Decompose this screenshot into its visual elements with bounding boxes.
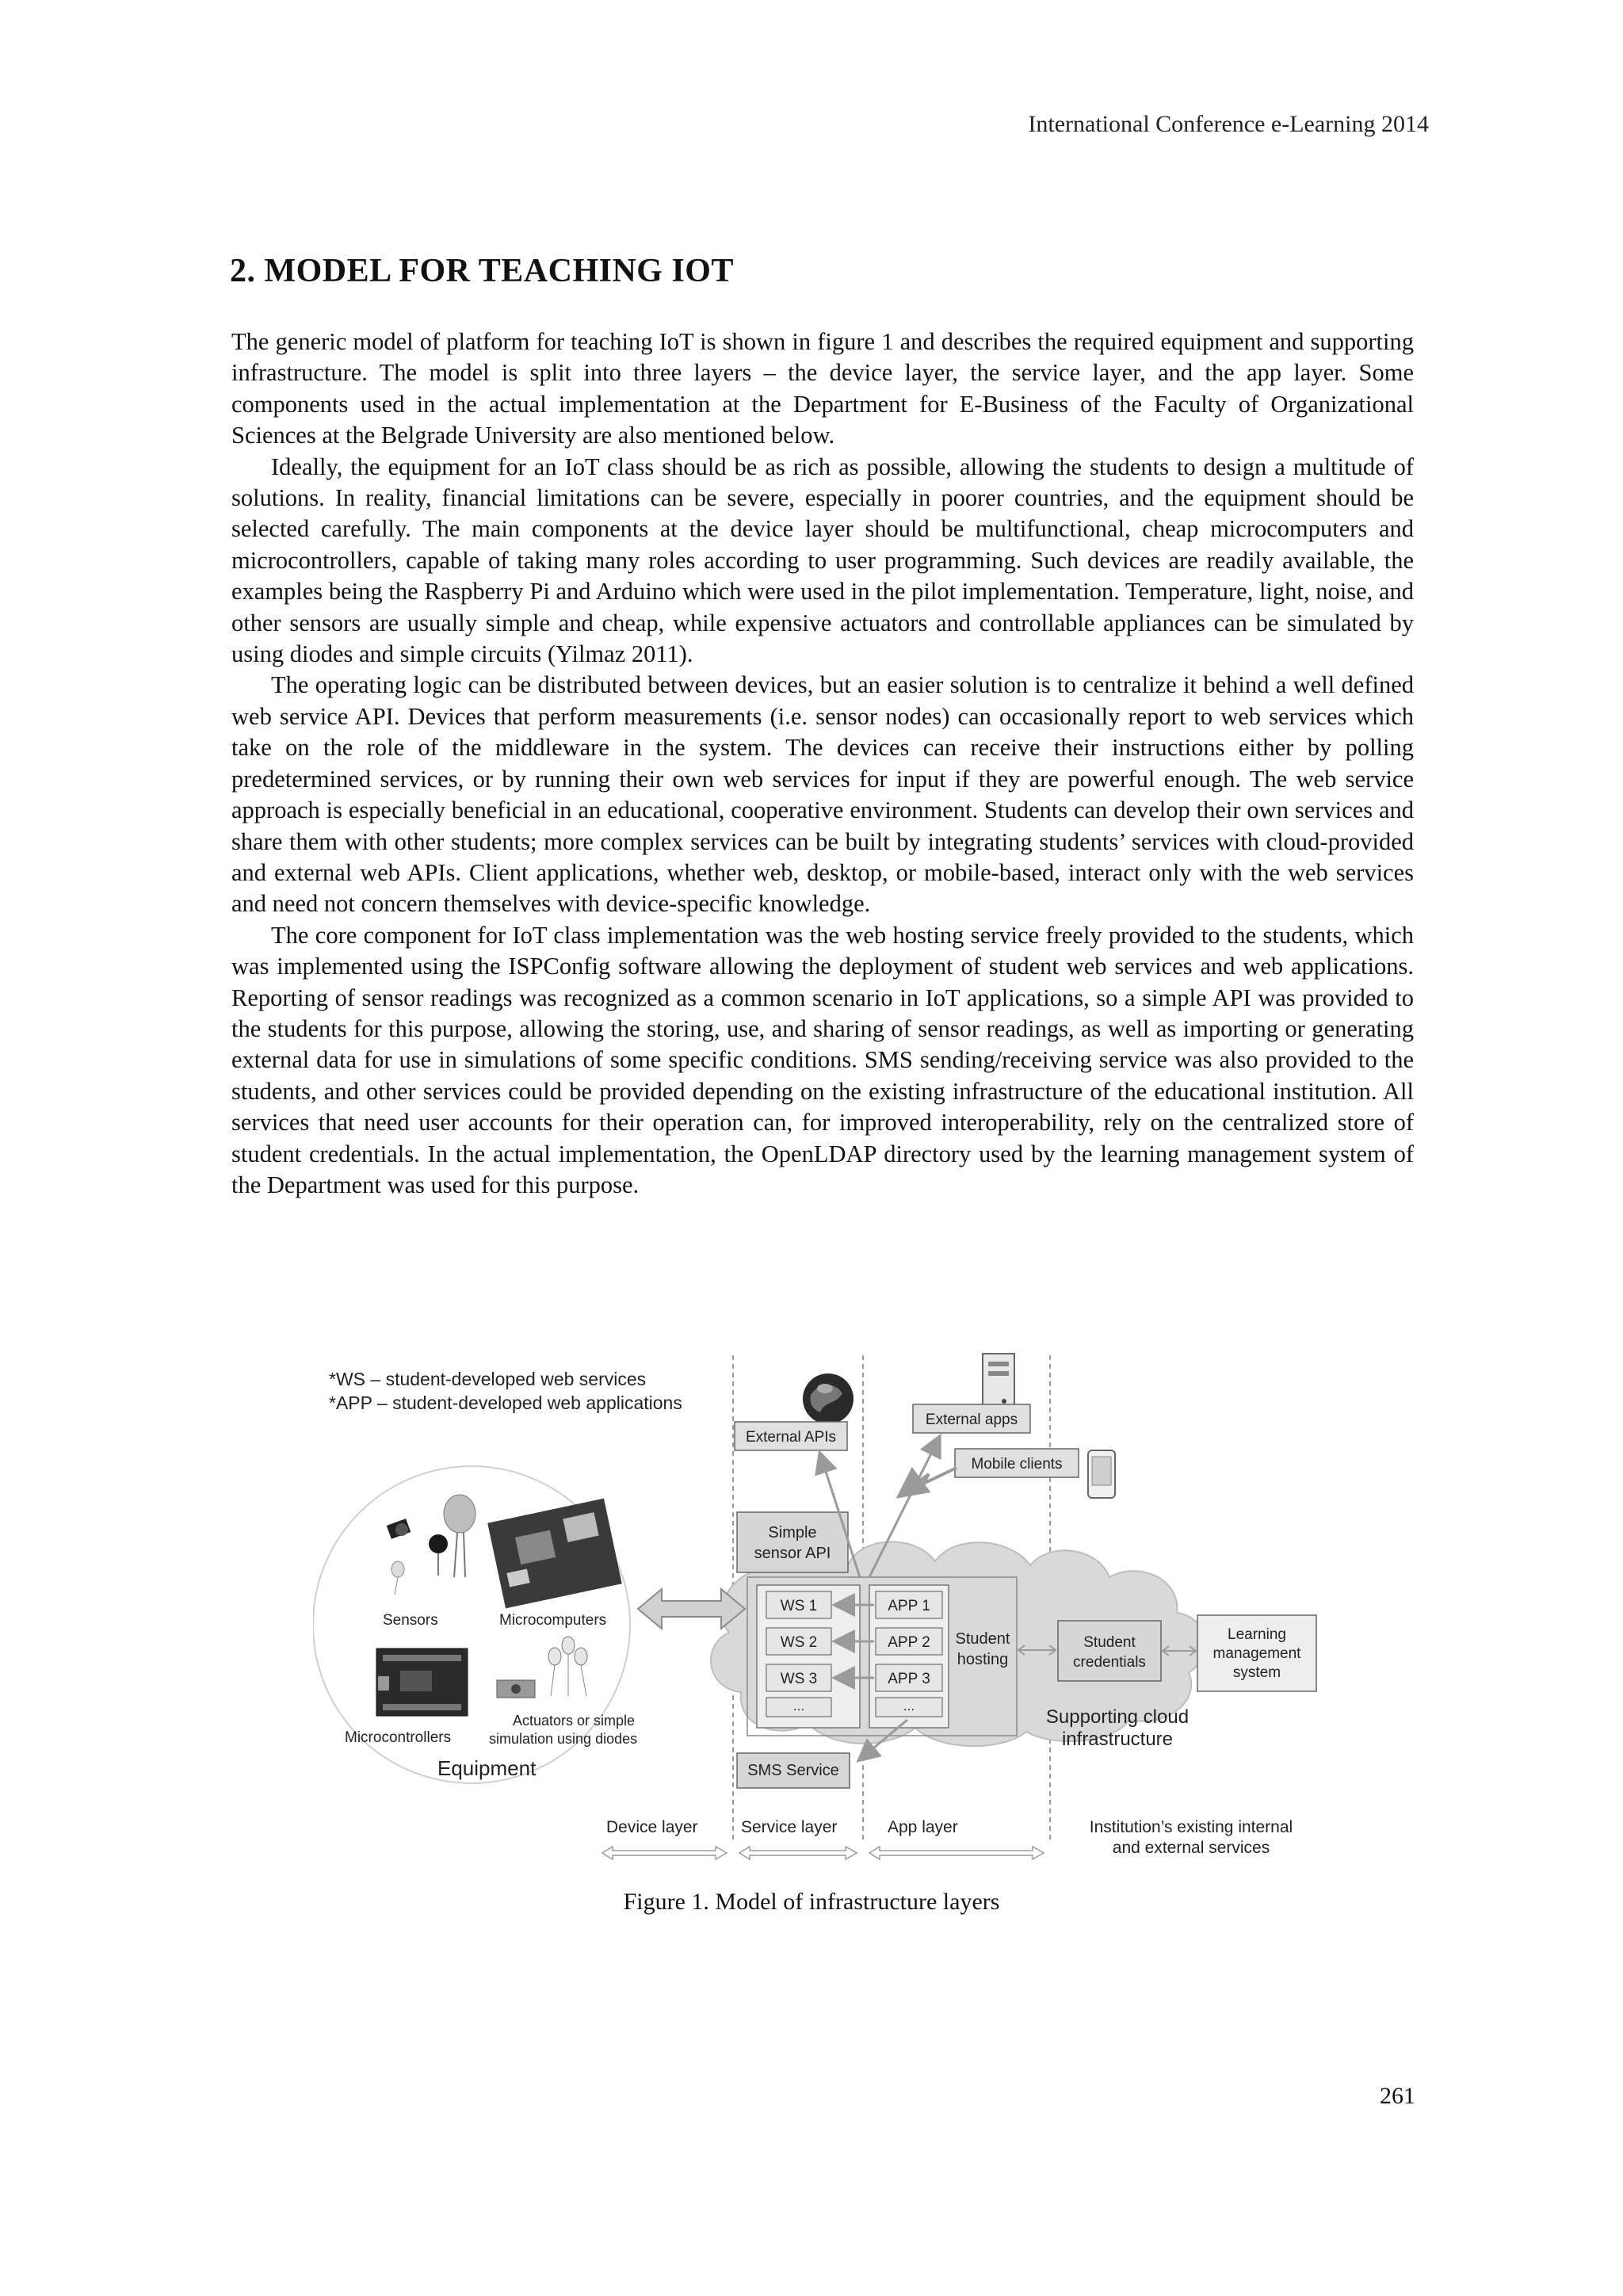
lms-label-1: Learning <box>1228 1626 1286 1643</box>
student-hosting-label-2: hosting <box>957 1651 1009 1668</box>
legend-ws: *WS – student-developed web services <box>329 1369 647 1389</box>
phone-icon <box>1088 1450 1115 1498</box>
app-3-label: APP 3 <box>888 1671 930 1687</box>
legend-app: *APP – student-developed web applications <box>329 1392 682 1413</box>
app-1-label: APP 1 <box>888 1598 930 1614</box>
device-layer-label: Device layer <box>606 1818 698 1836</box>
ws-1-label: WS 1 <box>780 1598 818 1614</box>
mobile-arrow <box>901 1468 957 1495</box>
section-title: 2. MODEL FOR TEACHING IOT <box>230 253 734 289</box>
paragraph: The operating logic can be distributed between devices, but an easier solution is to centralize it behind a well defined web service API. Devices that perform measurements (i.e. sensor nodes) can occasionally report to web services which take on the role of the middleware in the system. The devices can receive their instructions either by polling predetermined services, or by running their own web services for input if they are powerful enough. The web service approach is especially beneficial in an educational, cooperative environment. Students can develop their own services and share them with other students; more complex services can be built by integrating students’ services with cloud-provided and external web APIs. Client applications, whether web, desktop, or mobile-based, interact only with the web services and need not concern themselves with device-specific knowledge. <box>231 671 1414 918</box>
ws-3-label: WS 3 <box>780 1671 818 1687</box>
service-layer-label: Service layer <box>741 1818 838 1836</box>
globe-icon <box>803 1373 854 1424</box>
paragraph: The generic model of platform for teaching IoT is shown in figure 1 and describes the required equipment and supporting infrastructure. The model is split into three layers – the device layer, the service layer, and the app layer. Some components used in the actual implementation at the Department for E-Business of the Faculty of Organizational Sciences at the Belgrade University are also mentioned below. <box>231 328 1414 449</box>
lms-label-3: system <box>1232 1664 1281 1681</box>
actuators-label-2: simulation using diodes <box>489 1731 638 1747</box>
simple-sensor-api-label-2: sensor API <box>754 1545 831 1562</box>
cloud-label-1: Supporting cloud <box>1045 1706 1190 1728</box>
app-layer-label: App layer <box>888 1818 958 1836</box>
device-service-arrow <box>638 1589 745 1629</box>
microcontrollers-label: Microcontrollers <box>345 1729 452 1746</box>
student-credentials-box <box>1058 1621 1161 1681</box>
cloud-label-2: infrastructure <box>1061 1729 1174 1750</box>
student-credentials-label-1: Student <box>1083 1634 1136 1651</box>
student-hosting-label-1: Student <box>955 1630 1010 1648</box>
mobile-clients-label: Mobile clients <box>971 1456 1063 1473</box>
external-apis-label: External APIs <box>745 1429 837 1446</box>
actuators-label-1: Actuators or simple <box>513 1713 636 1729</box>
paragraph: The core component for IoT class implementation was the web hosting service freely provided to the students, which was implemented using the ISPConfig software allowing the deployment of student web services and web applications. Reporting of sensor readings was recognized as a common scenario in IoT applications, so a simple API was provided to the students for this purpose, allowing the storing, use, and sharing of sensor readings, as well as importing or generating external data for use in simulations of some specific conditions. SMS sending/receiving service was also provided to the students, and other services could be provided depending on the existing infrastructure of the educational institution. All services that need user accounts for their operation can, for improved interoperability, rely on the centralized store of student credentials. In the actual implementation, the OpenLDAP directory used by the learning management system of the Department was used for this purpose. <box>231 921 1414 1198</box>
figure-caption: Figure 1. Model of infrastructure layers <box>623 1889 1000 1915</box>
layer-span-arrows <box>602 1847 1044 1859</box>
simple-sensor-api-label-1: Simple <box>768 1524 817 1541</box>
institution-label-1: Institution’s existing internal <box>1089 1818 1293 1836</box>
ws-more-label: ... <box>792 1698 805 1713</box>
app-more-label: ... <box>903 1698 915 1713</box>
external-apps-label: External apps <box>925 1412 1018 1428</box>
sensors-label: Sensors <box>383 1612 438 1629</box>
lms-label-2: management <box>1212 1645 1301 1662</box>
microcontroller-icon <box>376 1648 468 1716</box>
ws-2-label: WS 2 <box>780 1634 818 1651</box>
microcomputers-label: Microcomputers <box>499 1612 607 1629</box>
server-icon <box>983 1354 1014 1411</box>
running-head: International Conference e-Learning 2014 <box>1028 111 1429 137</box>
sms-service-label: SMS Service <box>747 1762 839 1779</box>
figure-infrastructure-layers <box>313 1339 1359 1878</box>
institution-label-2: and external services <box>1112 1839 1270 1857</box>
body-text <box>231 327 1414 1201</box>
equipment-label: Equipment <box>437 1756 537 1780</box>
student-credentials-label-2: credentials <box>1073 1654 1146 1671</box>
app-2-label: APP 2 <box>888 1634 930 1651</box>
simple-sensor-api-box <box>737 1512 848 1572</box>
page-number: 261 <box>1380 2083 1415 2109</box>
infrastructure-diagram <box>313 1339 1359 1878</box>
paragraph: Ideally, the equipment for an IoT class should be as rich as possible, allowing the students to design a multitude of solutions. In reality, financial limitations can be severe, especially in poorer countries, and the equipment should be selected carefully. The main components at the device layer should be multifunctional, cheap microcomputers and microcontrollers, capable of taking many roles according to user programming. Such devices are readily available, the examples being the Raspberry Pi and Arduino which were used in the pilot implementation. Temperature, light, noise, and other sensors are usually simple and cheap, while expensive actuators and controllable appliances can be simulated by using diodes and simple circuits (Yilmaz 2011). <box>231 453 1414 668</box>
